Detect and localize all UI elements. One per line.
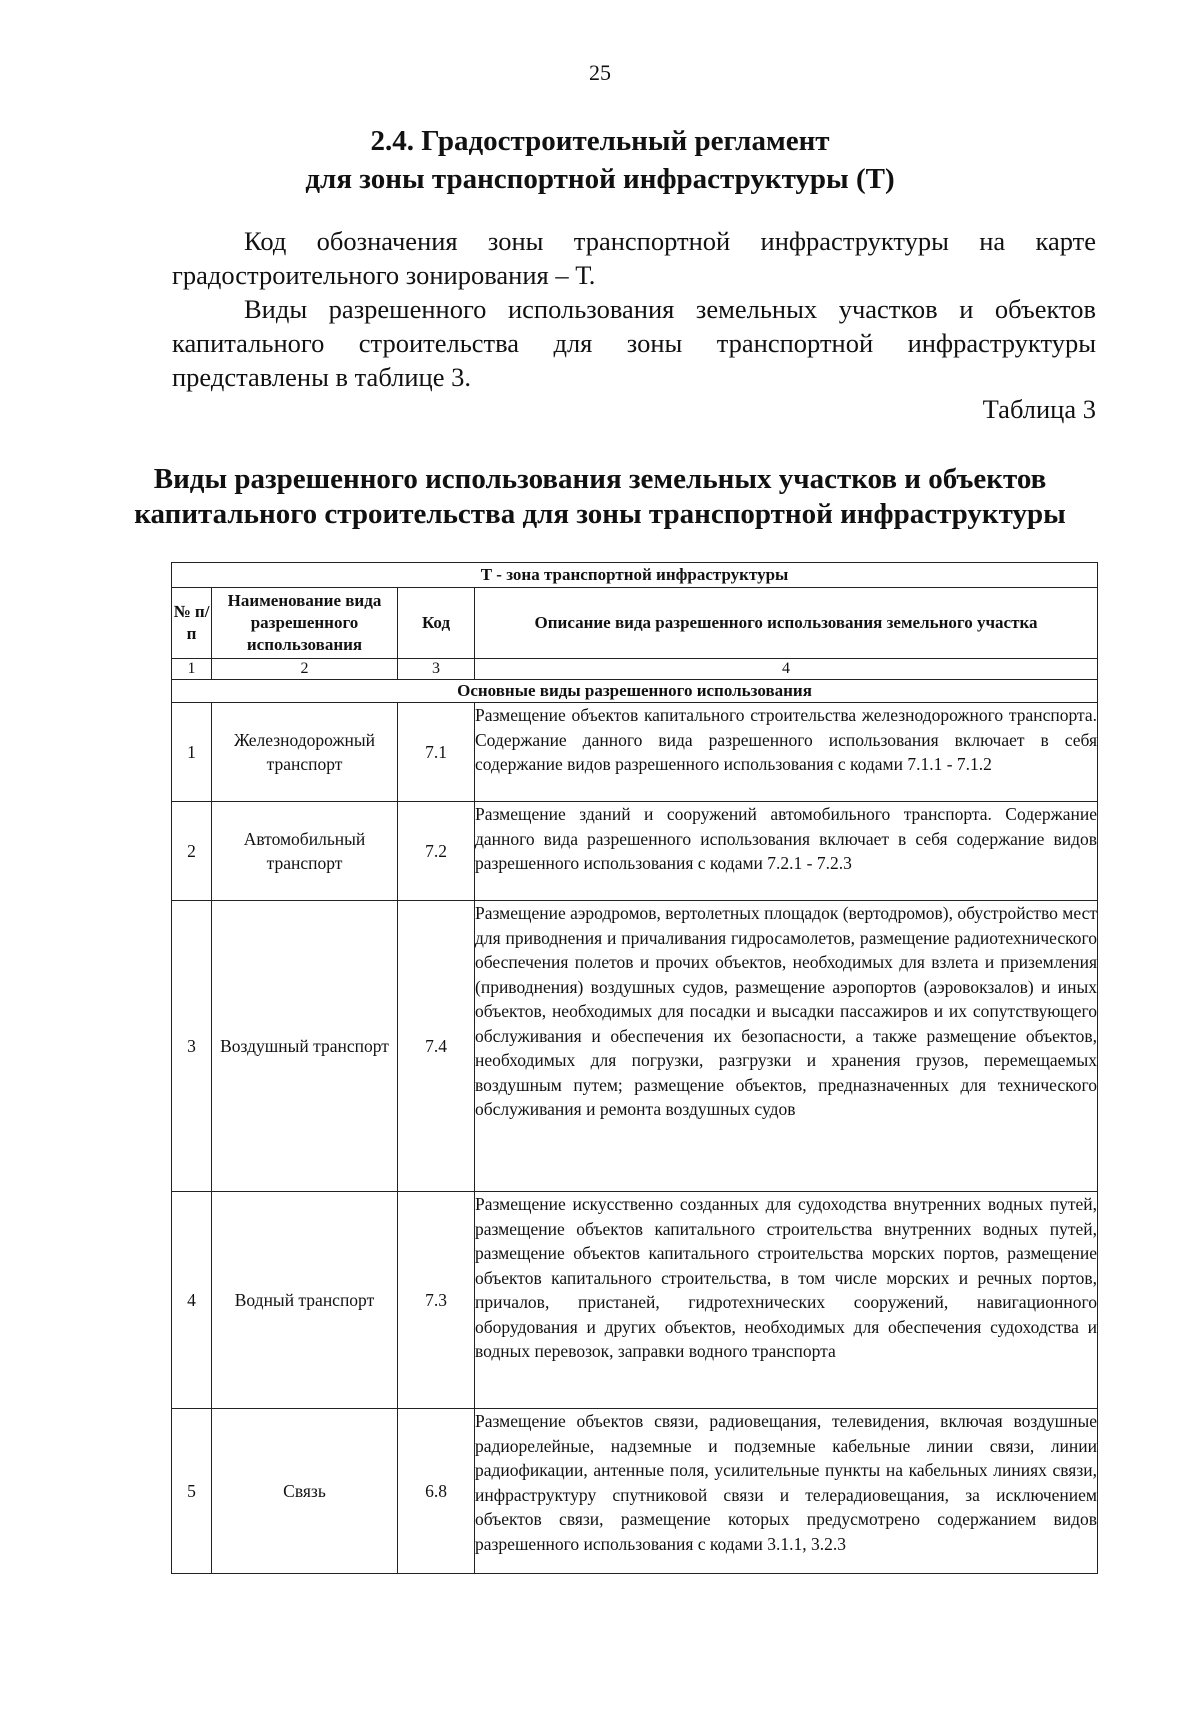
row-number: 5 bbox=[172, 1409, 212, 1574]
table-caption: Таблица 3 bbox=[982, 394, 1096, 424]
row-number: 3 bbox=[172, 901, 212, 1192]
use-description: Размещение аэродромов, вертолетных площадок (вертодромов), обустройство мест для приводнения и причаливания гидросамолетов, размещение радиотехнического обеспечения полетов и прочих объектов, необходимых для взлета и приземления (приводнения) воздушных судов, размещение аэропортов (аэровокзалов) и иных объектов, необходимых для посадки и высадки пассажиров и их сопутствующего обслуживания и обеспечения их безопасности, а также размещение объектов, необходимых для погрузки, разгрузки и хранения грузов, перемещаемых воздушным путем; размещение объектов, предназначенных для технического обслуживания и ремонта воздушных судов bbox=[475, 901, 1098, 1192]
section-heading-line-2: для зоны транспортной инфраструктуры (Т) bbox=[305, 163, 895, 195]
paragraph-zone-code-text: Код обозначения зоны транспортной инфраструктуры на карте градостроительного зонирования – Т. bbox=[172, 226, 1096, 290]
column-number-1: 1 bbox=[172, 659, 212, 680]
paragraph-permitted-uses bbox=[172, 292, 1096, 394]
table-row bbox=[172, 1192, 1098, 1409]
header-num: № п/п bbox=[172, 588, 212, 659]
paragraph-permitted-uses-text: Виды разрешенного использования земельных участков и объектов капитального строительства для зоны транспортной инфраструктуры представлены в таблице 3. bbox=[172, 294, 1096, 392]
use-code: 7.1 bbox=[398, 703, 475, 802]
table-title-line-1: Виды разрешенного использования земельных участков и объектов bbox=[153, 463, 1047, 495]
section-heading bbox=[0, 122, 1200, 198]
row-number: 2 bbox=[172, 802, 212, 901]
page-number: 25 bbox=[589, 60, 611, 85]
column-number-3: 3 bbox=[398, 659, 475, 680]
table-title bbox=[0, 462, 1200, 532]
use-name: Водный транспорт bbox=[212, 1192, 398, 1409]
column-number-4: 4 bbox=[475, 659, 1098, 680]
permitted-uses-table bbox=[171, 562, 1098, 1574]
use-description: Размещение объектов связи, радиовещания, телевидения, включая воздушные радиорелейные, надземные и подземные кабельные линии связи, линии радиофикации, антенные поля, усилительные пункты на кабельных линиях связи, инфраструктуру спутниковой связи и телерадиовещания, за исключением объектов связи, размещение которых предусмотрено содержанием видов разрешенного использования с кодами 3.1.1, 3.2.3 bbox=[475, 1409, 1098, 1574]
header-desc: Описание вида разрешенного использования земельного участка bbox=[475, 588, 1098, 659]
row-number: 4 bbox=[172, 1192, 212, 1409]
zone-header-row bbox=[172, 563, 1098, 588]
use-description: Размещение объектов капитального строительства железнодорожного транспорта. Содержание данного вида разрешенного использования включает в себя содержание видов разрешенного использования с кодами 7.1.1 - 7.1.2 bbox=[475, 703, 1098, 802]
use-description: Размещение зданий и сооружений автомобильного транспорта. Содержание данного вида разрешенного использования включает в себя содержание видов разрешенного использования с кодами 7.2.1 - 7.2.3 bbox=[475, 802, 1098, 901]
section-heading-line-1: 2.4. Градостроительный регламент bbox=[370, 125, 830, 157]
group-row bbox=[172, 680, 1098, 703]
table-row bbox=[172, 802, 1098, 901]
table-row bbox=[172, 901, 1098, 1192]
table-title-line-2: капитального строительства для зоны транспортной инфраструктуры bbox=[134, 498, 1066, 530]
group-label: Основные виды разрешенного использования bbox=[172, 680, 1098, 703]
use-name: Связь bbox=[212, 1409, 398, 1574]
row-number: 1 bbox=[172, 703, 212, 802]
column-header-row bbox=[172, 588, 1098, 659]
column-number-2: 2 bbox=[212, 659, 398, 680]
use-name: Железнодорожный транспорт bbox=[212, 703, 398, 802]
zone-header-cell: Т - зона транспортной инфраструктуры bbox=[172, 563, 1098, 588]
use-code: 7.2 bbox=[398, 802, 475, 901]
paragraph-zone-code bbox=[172, 224, 1096, 292]
use-name: Автомобильный транспорт bbox=[212, 802, 398, 901]
use-code: 6.8 bbox=[398, 1409, 475, 1574]
use-code: 7.3 bbox=[398, 1192, 475, 1409]
header-name: Наименование вида разрешенного использования bbox=[212, 588, 398, 659]
table-row bbox=[172, 703, 1098, 802]
use-code: 7.4 bbox=[398, 901, 475, 1192]
header-code: Код bbox=[398, 588, 475, 659]
table-row bbox=[172, 1409, 1098, 1574]
column-number-row bbox=[172, 659, 1098, 680]
use-description: Размещение искусственно созданных для судоходства внутренних водных путей, размещение объектов капитального строительства внутренних водных путей, размещение объектов капитального строительства морских портов, размещение объектов капитального строительства, в том числе морских и речных портов, причалов, пристаней, гидротехнических сооружений, навигационного оборудования и других объектов, необходимых для обеспечения судоходства и водных перевозок, заправки водного транспорта bbox=[475, 1192, 1098, 1409]
use-name: Воздушный транспорт bbox=[212, 901, 398, 1192]
